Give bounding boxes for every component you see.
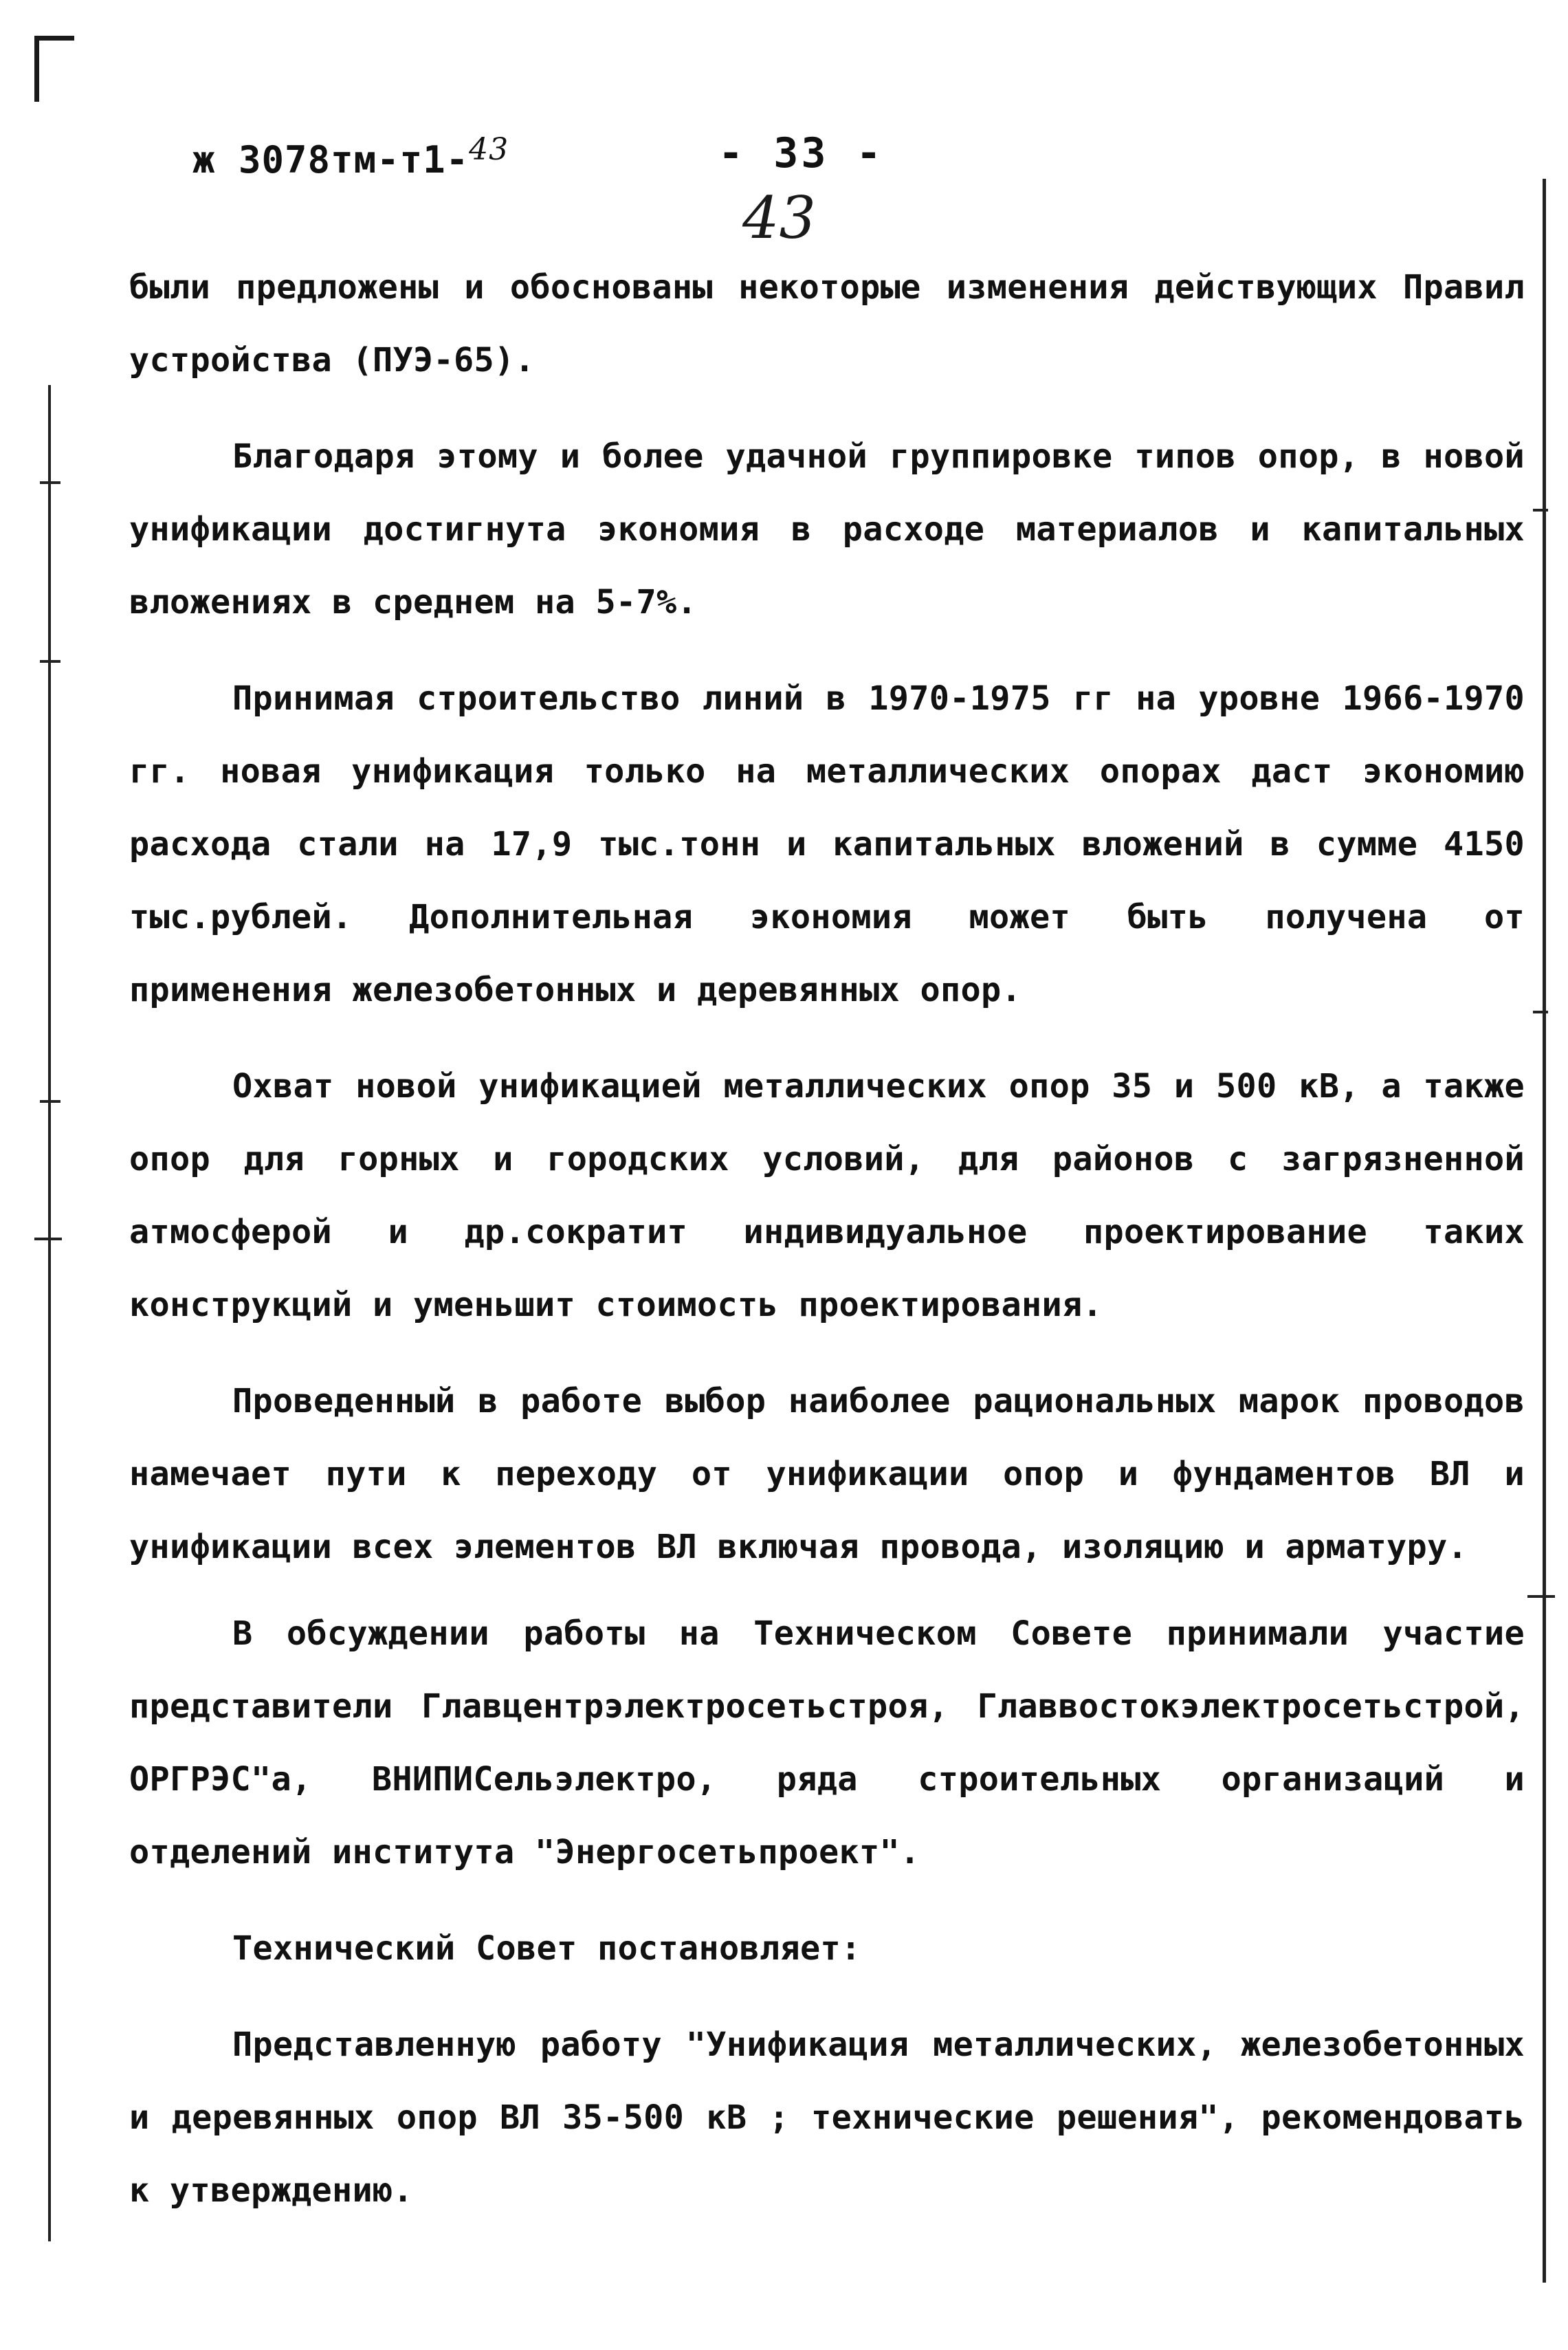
paragraph-savings: Благодаря этому и более удачной группировке типов опор, в новой унификации достигнута экономия в расходе материалов и капитальных вложениях в среднем на 5-7%.	[129, 437, 1525, 622]
left-tick-mark	[40, 660, 60, 663]
corner-mark-vertical	[34, 36, 39, 102]
left-tick-mark	[40, 1100, 60, 1103]
right-tick-mark	[1527, 1595, 1555, 1598]
paragraph-discussion: В обсуждении работы на Техническом Совете принимали участие представители Главцентрэлектросетьстроя, Главвостокэлектросетьстрой, ОРГРЭС"а, ВНИПИСельэлектро, ряда строительных организаций и отделений института "Энергосетьпроект".	[129, 1614, 1525, 1871]
left-tick-mark	[40, 481, 60, 484]
paragraph-resolution: Представленную работу "Унификация металлических, железобетонных и деревянных опор ВЛ 35-500 кВ ; технические решения", рекомендовать к утверждению.	[129, 2025, 1525, 2210]
paragraph-wire-selection: Проведенный в работе выбор наиболее рациональных марок проводов намечает пути к переходу от унификации опор и фундаментов ВЛ и унификации всех элементов ВЛ включая провода, изоляцию и арматуру.	[129, 1382, 1525, 1566]
paragraph-continuation: были предложены и обоснованы некоторые изменения действующих Правил устройства (ПУЭ-65).	[129, 268, 1525, 380]
document-body	[129, 251, 1525, 2227]
paragraph-economy: Принимая строительство линий в 1970-1975 гг на уровне 1966-1970 гг. новая унификация только на металлических опорах даст экономию расхода стали на 17,9 тыс.тонн и капитальных вложений в сумме 4150 тыс.рублей. Дополнительная экономия может быть получена от применения железобетонных и деревянных опор.	[129, 679, 1525, 1009]
handwritten-page-number: 43	[742, 184, 816, 252]
document-code-typed: ж 3078тм-т1-	[192, 138, 470, 182]
left-margin-rule	[48, 385, 51, 2241]
page-number: - 33 -	[718, 129, 884, 177]
document-code-handwritten: 43	[469, 132, 509, 167]
left-tick-mark	[34, 1238, 62, 1240]
paragraph-resolution-heading: Технический Совет постановляет:	[232, 1929, 861, 1968]
right-tick-mark	[1533, 1011, 1548, 1013]
document-code	[192, 132, 509, 182]
right-tick-mark	[1533, 509, 1548, 512]
right-margin-rule	[1543, 179, 1546, 2283]
paragraph-coverage: Охват новой унификацией металлических опор 35 и 500 кВ, а также опор для горных и городских условий, для районов с загрязненной атмосферой и др.сократит индивидуальное проектирование таких конструкций и уменьшит стоимость проектирования.	[129, 1067, 1525, 1324]
corner-mark-horizontal	[34, 36, 74, 41]
